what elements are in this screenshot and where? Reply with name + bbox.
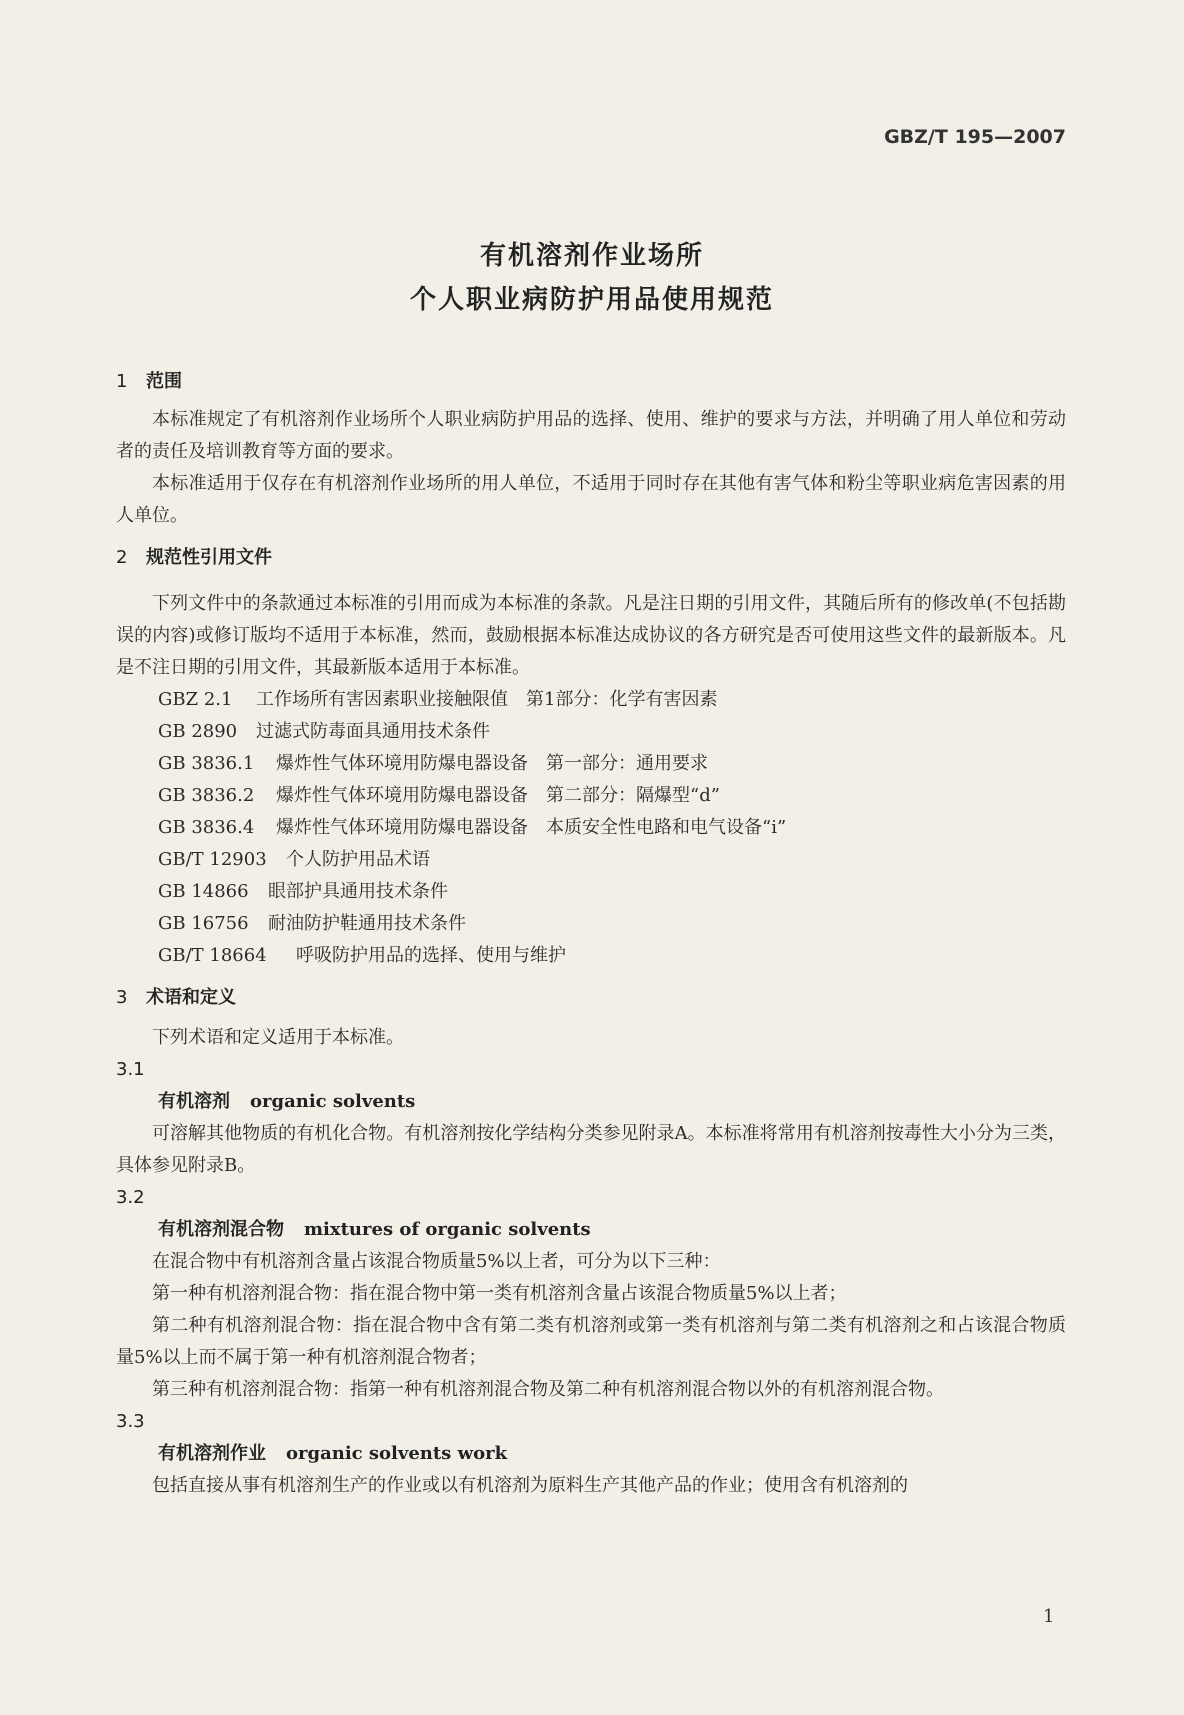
ref-title: 个人防护用品术语 bbox=[286, 849, 430, 870]
clause-number: 3.1 bbox=[116, 1059, 145, 1080]
section-title: 术语和定义 bbox=[146, 987, 236, 1008]
title-line-2: 个人职业病防护用品使用规范 bbox=[409, 285, 774, 315]
term-definition: 包括直接从事有机溶剂生产的作业或以有机溶剂为原料生产其他产品的作业；使用含有机溶剂的 bbox=[152, 1475, 908, 1496]
ref-code: GB 2890 bbox=[158, 721, 238, 742]
paragraph: 本标准适用于仅存在有机溶剂作业场所的用人单位，不适用于同时存在其他有害气体和粉尘等职业病危害因素的用人单位。 bbox=[116, 473, 1066, 526]
term-en: organic solvents bbox=[250, 1091, 416, 1112]
reference-item bbox=[116, 684, 1066, 716]
section-1-heading bbox=[116, 370, 1066, 394]
term-definition: 第二种有机溶剂混合物：指在混合物中含有第二类有机溶剂或第一类有机溶剂与第二类有机溶剂之和占该混合物质量5%以上而不属于第一种有机溶剂混合物者； bbox=[116, 1315, 1066, 1368]
term-heading bbox=[116, 1438, 1066, 1470]
ref-code: GB/T 18664 bbox=[158, 945, 267, 966]
reference-item bbox=[116, 876, 1066, 908]
ref-title: 爆炸性气体环境用防爆电器设备 第二部分：隔爆型“d” bbox=[276, 785, 720, 806]
section-number: 3 bbox=[116, 987, 128, 1008]
reference-item bbox=[116, 748, 1066, 780]
paragraph: 下列文件中的条款通过本标准的引用而成为本标准的条款。凡是注日期的引用文件，其随后所有的修改单(不包括勘误的内容)或修订版均不适用于本标准，然而，鼓励根据本标准达成协议的各方研究是否可使用这些文件的最新版本。凡是不注日期的引用文件，其最新版本适用于本标准。 bbox=[116, 593, 1066, 678]
term-heading bbox=[116, 1214, 1066, 1246]
term-definition: 第三种有机溶剂混合物：指第一种有机溶剂混合物及第二种有机溶剂混合物以外的有机溶剂混合物。 bbox=[152, 1379, 944, 1400]
standard-number: GBZ/T 195—2007 bbox=[884, 126, 1066, 148]
section-3-heading bbox=[116, 986, 1066, 1010]
term-heading bbox=[116, 1086, 1066, 1118]
clause-number: 3.2 bbox=[116, 1187, 145, 1208]
term-definition: 第一种有机溶剂混合物：指在混合物中第一类有机溶剂含量占该混合物质量5%以上者； bbox=[152, 1283, 847, 1304]
section-number: 1 bbox=[116, 371, 128, 392]
ref-code: GB/T 12903 bbox=[158, 849, 267, 870]
ref-code: GBZ 2.1 bbox=[158, 689, 233, 710]
document-body bbox=[116, 370, 1066, 1502]
title-line-1: 有机溶剂作业场所 bbox=[479, 241, 704, 271]
page-number: 1 bbox=[1043, 1606, 1055, 1627]
section-number: 2 bbox=[116, 547, 128, 568]
reference-item bbox=[116, 908, 1066, 940]
ref-title: 眼部护具通用技术条件 bbox=[268, 881, 448, 902]
section-2-heading bbox=[116, 546, 1066, 570]
term-cn: 有机溶剂混合物 bbox=[158, 1219, 284, 1240]
ref-title: 过滤式防毒面具通用技术条件 bbox=[256, 721, 490, 742]
ref-code: GB 3836.2 bbox=[158, 785, 255, 806]
reference-item bbox=[116, 716, 1066, 748]
paragraph: 下列术语和定义适用于本标准。 bbox=[152, 1027, 404, 1048]
ref-title: 呼吸防护用品的选择、使用与维护 bbox=[296, 945, 566, 966]
term-definition: 在混合物中有机溶剂含量占该混合物质量5%以上者，可分为以下三种： bbox=[152, 1251, 721, 1272]
ref-code: GB 3836.4 bbox=[158, 817, 255, 838]
term-en: mixtures of organic solvents bbox=[304, 1219, 591, 1240]
reference-item bbox=[116, 940, 1066, 972]
document-title bbox=[0, 234, 1184, 322]
section-title: 范围 bbox=[146, 371, 182, 392]
term-cn: 有机溶剂 bbox=[158, 1091, 230, 1112]
ref-title: 爆炸性气体环境用防爆电器设备 本质安全性电路和电气设备“i” bbox=[276, 817, 787, 838]
reference-item bbox=[116, 780, 1066, 812]
paragraph: 本标准规定了有机溶剂作业场所个人职业病防护用品的选择、使用、维护的要求与方法，并明确了用人单位和劳动者的责任及培训教育等方面的要求。 bbox=[116, 409, 1066, 462]
term-definition: 可溶解其他物质的有机化合物。有机溶剂按化学结构分类参见附录A。本标准将常用有机溶剂按毒性大小分为三类，具体参见附录B。 bbox=[116, 1123, 1066, 1176]
reference-item bbox=[116, 844, 1066, 876]
term-en: organic solvents work bbox=[286, 1443, 508, 1464]
ref-title: 工作场所有害因素职业接触限值 第1部分：化学有害因素 bbox=[256, 689, 718, 710]
ref-code: GB 16756 bbox=[158, 913, 249, 934]
ref-title: 爆炸性气体环境用防爆电器设备 第一部分：通用要求 bbox=[276, 753, 708, 774]
reference-item bbox=[116, 812, 1066, 844]
section-title: 规范性引用文件 bbox=[146, 547, 272, 568]
term-cn: 有机溶剂作业 bbox=[158, 1443, 266, 1464]
ref-title: 耐油防护鞋通用技术条件 bbox=[268, 913, 466, 934]
clause-number: 3.3 bbox=[116, 1411, 145, 1432]
ref-code: GB 14866 bbox=[158, 881, 249, 902]
ref-code: GB 3836.1 bbox=[158, 753, 255, 774]
